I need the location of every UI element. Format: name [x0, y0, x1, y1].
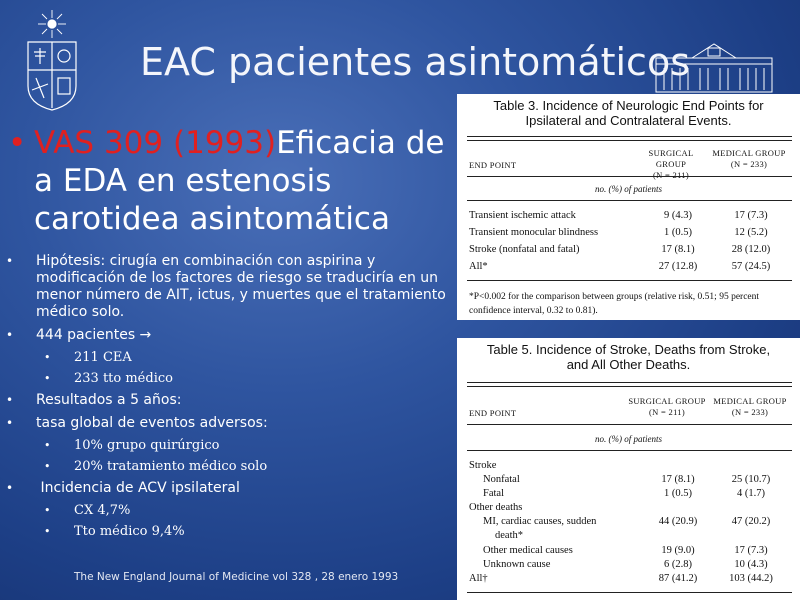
table-3-header-medical: MEDICAL GROUP (N = 233) — [712, 148, 786, 169]
table-row: Other medical causes 19 (9.0) 17 (7.3) — [483, 545, 768, 556]
bullet-adverse-events: • tasa global de eventos adversos: — [6, 415, 268, 431]
table-5-header-surgical: SURGICAL GROUP (N = 211) — [628, 396, 706, 417]
table-3-title: Table 3. Incidence of Neurologic End Points for Ipsilateral and Contralateral Events. — [493, 98, 764, 128]
sub-bullet-tto: • Tto médico 9,4% — [44, 524, 185, 539]
bullet-results: • Resultados a 5 años: — [6, 392, 182, 408]
table-row: Fatal 1 (0.5) 4 (1.7) — [483, 488, 765, 499]
table-row: MI, cardiac causes, sudden 44 (20.9) 47 (20.2) — [483, 516, 771, 527]
main-bullet — [10, 124, 460, 238]
table-5-stroke-deaths — [457, 338, 800, 600]
table-3-footnote: *P<0.002 for the comparison between groups (relative risk, 0.51; 95 percent confidence interval, 0.32 to 0.81). — [469, 292, 760, 316]
slide-title: EAC pacientes asintomáticos — [140, 40, 690, 84]
table-row: Transient monocular blindness 1 (0.5) 12 (5.2) — [469, 227, 768, 238]
sub-bullet-cx: • CX 4,7% — [44, 503, 131, 518]
table-row: Unknown cause 6 (2.8) 10 (4.3) — [483, 559, 768, 570]
bullet-patients: • 444 pacientes → — [6, 327, 152, 343]
bullet-list — [0, 253, 460, 545]
table-3-header-endpoint: END POINT — [469, 160, 517, 170]
sub-bullet-cea: • 211 CEA — [44, 350, 132, 365]
sub-bullet-medical: • 233 tto médico — [44, 371, 173, 386]
table-row: Transient ischemic attack 9 (4.3) 17 (7.3) — [469, 210, 768, 221]
table-5-header-endpoint: END POINT — [469, 408, 517, 418]
study-name-highlight: VAS 309 (1993) — [34, 125, 277, 161]
table-row: Other deaths — [469, 502, 523, 513]
table-row: Nonfatal 17 (8.1) 25 (10.7) — [483, 474, 771, 485]
table-5-subheader: no. (%) of patients — [595, 434, 662, 444]
table-row: Stroke (nonfatal and fatal) 17 (8.1) 28 (12.0) — [469, 244, 771, 255]
bullet-hypothesis: • Hipótesis: cirugía en combinación con aspirina y modificación de los factores de riesgo se traduciría en un menor número de AIT, ictus, y muertes que el tratamiento médico solo. — [6, 253, 446, 320]
table-3-neurologic-end-points — [457, 94, 800, 320]
table-5-header-medical: MEDICAL GROUP (N = 233) — [713, 396, 787, 417]
table-row: All† 87 (41.2) 103 (44.2) — [469, 573, 773, 584]
bullet-ipsilateral-stroke: • Incidencia de ACV ipsilateral — [6, 480, 240, 496]
table-5-title: Table 5. Incidence of Stroke, Deaths from Stroke, and All Other Deaths. — [486, 342, 771, 372]
bullet-dot-icon: • — [8, 125, 27, 161]
study-description: Eficacia de a EDA en estenosis carotidea asintomática — [34, 125, 445, 237]
table-3-header-surgical: SURGICAL GROUP (N = 211) — [648, 148, 694, 180]
citation: The New England Journal of Medicine vol 328 , 28 enero 1993 — [74, 571, 399, 583]
university-crest-logo — [22, 8, 82, 112]
sub-bullet-surgical-rate: • 10% grupo quirúrgico — [44, 438, 220, 453]
sub-bullet-medical-rate: • 20% tratamiento médico solo — [44, 459, 268, 474]
table-row: Stroke — [469, 460, 497, 471]
table-row: death* — [495, 530, 523, 541]
table-3-subheader: no. (%) of patients — [595, 184, 662, 194]
table-row: All* 27 (12.8) 57 (24.5) — [469, 261, 771, 272]
